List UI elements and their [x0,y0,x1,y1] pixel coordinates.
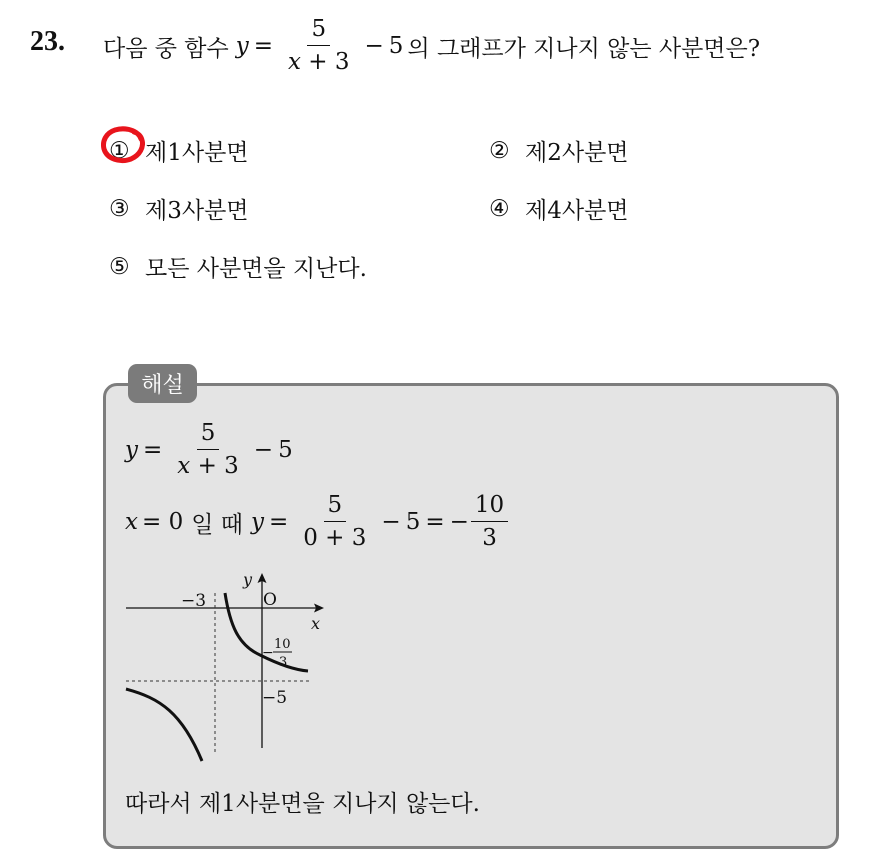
sol2-fraction [299,494,370,550]
question-prefix: 다음 중 함수 [103,35,229,62]
sol2-cond: = 0 [141,509,184,535]
question-frac-den-rest: + 3 [308,49,350,75]
graph-label-frac-den: 3 [279,655,288,670]
sol2-y: y [250,509,264,535]
sol2-when: 일 때 [191,511,243,538]
sol1-minus: − [253,437,274,463]
graph-label-y: y [243,570,253,589]
choice-1-label: 제1사분면 [145,140,249,166]
solution-tag: 해설 [128,364,197,403]
question-equals: = [253,33,273,59]
graph-label-frac-sign: − [262,645,274,661]
answer-circle-stroke [103,129,142,161]
sol1-y: y [125,437,138,463]
graph-label-origin: O [263,590,277,610]
graph-label-frac-num: 10 [274,637,291,652]
solution-graph [120,565,330,763]
question-number: 23. [30,26,65,57]
graph-label-minus3: −3 [181,591,207,611]
graph-label-x: x [311,614,321,633]
choice-4-number: ④ [489,195,510,222]
sol1-frac-num: 5 [197,422,220,450]
question-stem [103,14,760,78]
choice-1-number: ① [109,137,130,164]
sol2-res-den: 3 [482,525,497,551]
question-const: 5 [388,33,404,59]
choice-4[interactable] [489,192,629,225]
sol2-const: 5 [405,509,421,535]
sol2-x: x [125,509,138,535]
choice-3-label: 제3사분면 [145,198,249,224]
sol1-fraction [173,422,243,478]
choice-3[interactable] [109,192,249,225]
choice-5-number: ⑤ [109,253,130,280]
question-minus: − [364,33,384,59]
question-frac-num: 5 [307,18,330,46]
choice-5[interactable] [109,250,367,283]
sol2-eq: = [268,509,289,535]
sol2-eq2: = [425,509,445,535]
answer-circle-mark [101,126,145,164]
graph-label-minus5: −5 [262,688,288,708]
sol1-frac-den-x: x [177,453,191,479]
choice-5-label: 모든 사분면을 지난다. [145,256,367,282]
sol2-neg: − [449,509,469,535]
solution-line-2 [125,490,514,554]
choice-2-number: ② [489,137,510,164]
solution-conclusion: 따라서 제1사분면을 지나지 않는다. [125,791,480,817]
question-var-y: y [235,33,249,59]
choice-2-label: 제2사분면 [525,140,629,166]
sol2-result-fraction [471,494,508,550]
sol2-res-num: 10 [471,494,508,522]
question-frac-den [284,46,354,74]
sol1-frac-den-rest: + 3 [197,453,239,479]
question-suffix: 의 그래프가 지나지 않는 사분면은? [407,35,761,62]
graph-curve-left-branch [126,689,202,761]
choice-2[interactable] [489,134,629,167]
choice-4-label: 제4사분면 [525,198,629,224]
choice-3-number: ③ [109,195,130,222]
solution-line-1 [125,418,293,482]
question-frac-den-x: x [288,49,301,75]
sol1-eq: = [143,437,163,463]
sol1-frac-den [173,450,243,478]
sol2-minus: − [381,509,401,535]
question-fraction [284,18,354,74]
sol1-const: 5 [278,437,293,463]
graph-asymptotes [126,593,310,755]
sol2-frac-den: 0 + 3 [303,525,367,551]
sol2-frac-num: 5 [324,494,347,522]
